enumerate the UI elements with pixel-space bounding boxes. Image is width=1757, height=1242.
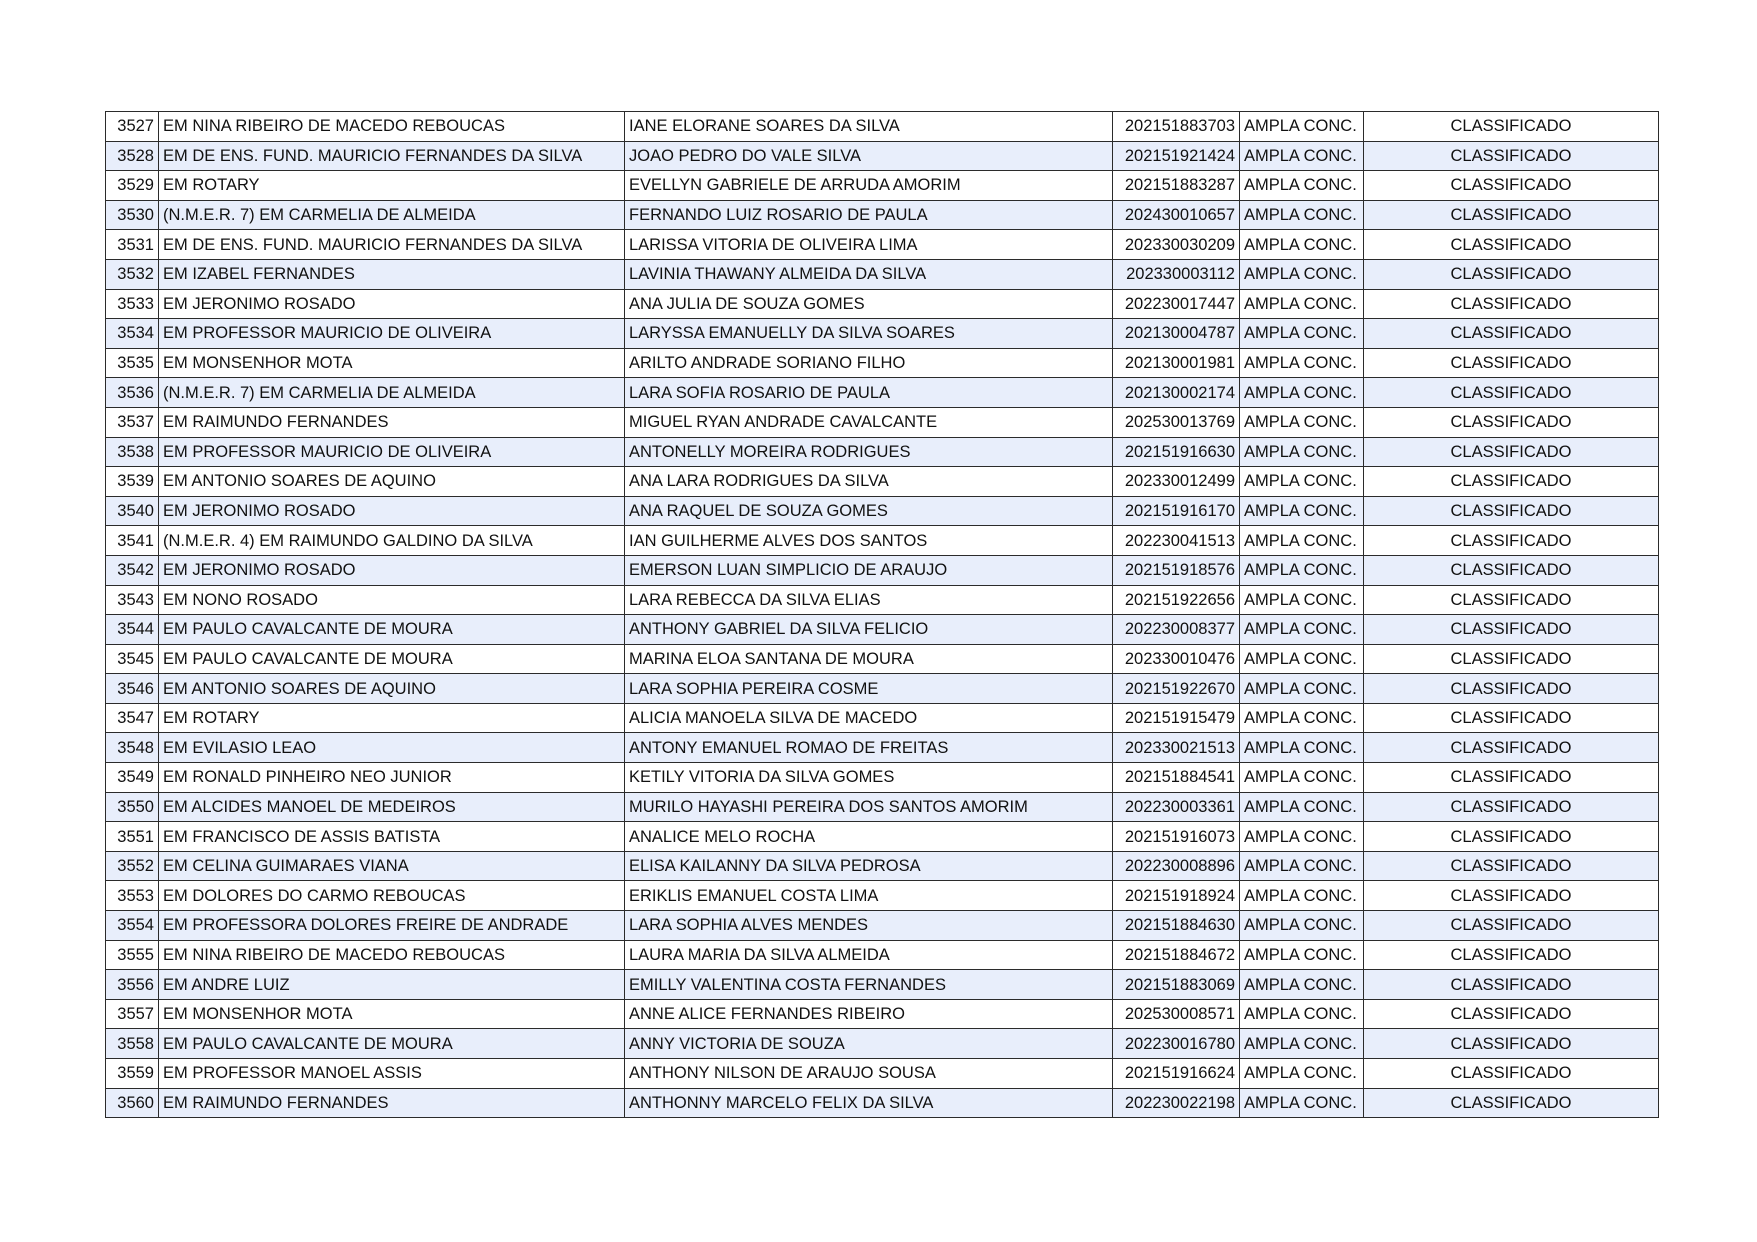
row-number-cell: 3537: [106, 407, 159, 437]
student-name-cell: LAURA MARIA DA SILVA ALMEIDA: [625, 940, 1113, 970]
row-number-cell: 3533: [106, 289, 159, 319]
table-row: [106, 851, 1659, 881]
row-number-cell: 3560: [106, 1088, 159, 1118]
row-number-cell: 3559: [106, 1059, 159, 1089]
registration-cell: 202230041513: [1113, 526, 1240, 556]
status-cell: CLASSIFICADO: [1364, 378, 1659, 408]
quota-cell: AMPLA CONC.: [1240, 467, 1364, 497]
school-cell: EM PROFESSOR MAURICIO DE OLIVEIRA: [159, 437, 625, 467]
registration-cell: 202151918924: [1113, 881, 1240, 911]
row-number-cell: 3528: [106, 141, 159, 171]
row-number-cell: 3536: [106, 378, 159, 408]
registration-cell: 202530013769: [1113, 407, 1240, 437]
school-cell: EM PAULO CAVALCANTE DE MOURA: [159, 615, 625, 645]
quota-cell: AMPLA CONC.: [1240, 1088, 1364, 1118]
registration-cell: 202130004787: [1113, 319, 1240, 349]
table-row: [106, 112, 1659, 142]
status-cell: CLASSIFICADO: [1364, 851, 1659, 881]
status-cell: CLASSIFICADO: [1364, 822, 1659, 852]
table-row: [106, 230, 1659, 260]
row-number-cell: 3547: [106, 703, 159, 733]
row-number-cell: 3532: [106, 259, 159, 289]
quota-cell: AMPLA CONC.: [1240, 496, 1364, 526]
registration-cell: 202430010657: [1113, 200, 1240, 230]
table-row: [106, 644, 1659, 674]
student-name-cell: EVELLYN GABRIELE DE ARRUDA AMORIM: [625, 171, 1113, 201]
quota-cell: AMPLA CONC.: [1240, 230, 1364, 260]
row-number-cell: 3540: [106, 496, 159, 526]
table-row: [106, 200, 1659, 230]
school-cell: EM ANTONIO SOARES DE AQUINO: [159, 467, 625, 497]
student-name-cell: FERNANDO LUIZ ROSARIO DE PAULA: [625, 200, 1113, 230]
registration-cell: 202151915479: [1113, 703, 1240, 733]
student-name-cell: ANTONY EMANUEL ROMAO DE FREITAS: [625, 733, 1113, 763]
school-cell: EM PAULO CAVALCANTE DE MOURA: [159, 644, 625, 674]
quota-cell: AMPLA CONC.: [1240, 437, 1364, 467]
table-row: [106, 822, 1659, 852]
student-name-cell: LARA SOPHIA PEREIRA COSME: [625, 674, 1113, 704]
table-row: [106, 911, 1659, 941]
student-name-cell: ANALICE MELO ROCHA: [625, 822, 1113, 852]
school-cell: EM MONSENHOR MOTA: [159, 999, 625, 1029]
status-cell: CLASSIFICADO: [1364, 259, 1659, 289]
status-cell: CLASSIFICADO: [1364, 1088, 1659, 1118]
school-cell: EM CELINA GUIMARAES VIANA: [159, 851, 625, 881]
student-name-cell: LARYSSA EMANUELLY DA SILVA SOARES: [625, 319, 1113, 349]
row-number-cell: 3542: [106, 555, 159, 585]
row-number-cell: 3556: [106, 970, 159, 1000]
row-number-cell: 3544: [106, 615, 159, 645]
quota-cell: AMPLA CONC.: [1240, 792, 1364, 822]
school-cell: EM ALCIDES MANOEL DE MEDEIROS: [159, 792, 625, 822]
table-row: [106, 141, 1659, 171]
school-cell: EM ANTONIO SOARES DE AQUINO: [159, 674, 625, 704]
school-cell: EM RONALD PINHEIRO NEO JUNIOR: [159, 763, 625, 793]
quota-cell: AMPLA CONC.: [1240, 674, 1364, 704]
table-row: [106, 940, 1659, 970]
quota-cell: AMPLA CONC.: [1240, 644, 1364, 674]
student-name-cell: MARINA ELOA SANTANA DE MOURA: [625, 644, 1113, 674]
student-name-cell: ANA RAQUEL DE SOUZA GOMES: [625, 496, 1113, 526]
student-name-cell: ANTONELLY MOREIRA RODRIGUES: [625, 437, 1113, 467]
quota-cell: AMPLA CONC.: [1240, 999, 1364, 1029]
quota-cell: AMPLA CONC.: [1240, 851, 1364, 881]
status-cell: CLASSIFICADO: [1364, 230, 1659, 260]
status-cell: CLASSIFICADO: [1364, 585, 1659, 615]
status-cell: CLASSIFICADO: [1364, 289, 1659, 319]
registration-cell: 202130002174: [1113, 378, 1240, 408]
row-number-cell: 3554: [106, 911, 159, 941]
student-name-cell: ANA LARA RODRIGUES DA SILVA: [625, 467, 1113, 497]
quota-cell: AMPLA CONC.: [1240, 555, 1364, 585]
row-number-cell: 3557: [106, 999, 159, 1029]
row-number-cell: 3541: [106, 526, 159, 556]
table-row: [106, 496, 1659, 526]
student-name-cell: IANE ELORANE SOARES DA SILVA: [625, 112, 1113, 142]
student-name-cell: LARA SOPHIA ALVES MENDES: [625, 911, 1113, 941]
table-row: [106, 555, 1659, 585]
student-name-cell: ANTHONY GABRIEL DA SILVA FELICIO: [625, 615, 1113, 645]
registration-cell: 202230003361: [1113, 792, 1240, 822]
table-row: [106, 674, 1659, 704]
row-number-cell: 3549: [106, 763, 159, 793]
row-number-cell: 3545: [106, 644, 159, 674]
status-cell: CLASSIFICADO: [1364, 763, 1659, 793]
quota-cell: AMPLA CONC.: [1240, 200, 1364, 230]
student-name-cell: LAVINIA THAWANY ALMEIDA DA SILVA: [625, 259, 1113, 289]
quota-cell: AMPLA CONC.: [1240, 289, 1364, 319]
school-cell: EM PROFESSOR MANOEL ASSIS: [159, 1059, 625, 1089]
school-cell: EM PAULO CAVALCANTE DE MOURA: [159, 1029, 625, 1059]
registration-cell: 202151916630: [1113, 437, 1240, 467]
quota-cell: AMPLA CONC.: [1240, 378, 1364, 408]
row-number-cell: 3551: [106, 822, 159, 852]
quota-cell: AMPLA CONC.: [1240, 1059, 1364, 1089]
table-row: [106, 171, 1659, 201]
school-cell: EM RAIMUNDO FERNANDES: [159, 1088, 625, 1118]
school-cell: EM EVILASIO LEAO: [159, 733, 625, 763]
registration-cell: 202230022198: [1113, 1088, 1240, 1118]
row-number-cell: 3546: [106, 674, 159, 704]
status-cell: CLASSIFICADO: [1364, 970, 1659, 1000]
status-cell: CLASSIFICADO: [1364, 703, 1659, 733]
table-row: [106, 407, 1659, 437]
registration-cell: 202230016780: [1113, 1029, 1240, 1059]
row-number-cell: 3535: [106, 348, 159, 378]
student-name-cell: LARA SOFIA ROSARIO DE PAULA: [625, 378, 1113, 408]
registration-cell: 202330010476: [1113, 644, 1240, 674]
quota-cell: AMPLA CONC.: [1240, 112, 1364, 142]
registration-cell: 202530008571: [1113, 999, 1240, 1029]
quota-cell: AMPLA CONC.: [1240, 733, 1364, 763]
classification-table: [105, 111, 1659, 1118]
status-cell: CLASSIFICADO: [1364, 112, 1659, 142]
quota-cell: AMPLA CONC.: [1240, 526, 1364, 556]
status-cell: CLASSIFICADO: [1364, 437, 1659, 467]
school-cell: EM DOLORES DO CARMO REBOUCAS: [159, 881, 625, 911]
school-cell: EM NINA RIBEIRO DE MACEDO REBOUCAS: [159, 940, 625, 970]
school-cell: EM JERONIMO ROSADO: [159, 496, 625, 526]
student-name-cell: ERIKLIS EMANUEL COSTA LIMA: [625, 881, 1113, 911]
school-cell: EM ROTARY: [159, 171, 625, 201]
status-cell: CLASSIFICADO: [1364, 319, 1659, 349]
status-cell: CLASSIFICADO: [1364, 999, 1659, 1029]
status-cell: CLASSIFICADO: [1364, 348, 1659, 378]
status-cell: CLASSIFICADO: [1364, 407, 1659, 437]
registration-cell: 202151916624: [1113, 1059, 1240, 1089]
registration-cell: 202151922656: [1113, 585, 1240, 615]
row-number-cell: 3538: [106, 437, 159, 467]
table-row: [106, 437, 1659, 467]
quota-cell: AMPLA CONC.: [1240, 348, 1364, 378]
row-number-cell: 3553: [106, 881, 159, 911]
registration-cell: 202151883287: [1113, 171, 1240, 201]
school-cell: EM ROTARY: [159, 703, 625, 733]
registration-cell: 202330021513: [1113, 733, 1240, 763]
school-cell: EM FRANCISCO DE ASSIS BATISTA: [159, 822, 625, 852]
quota-cell: AMPLA CONC.: [1240, 970, 1364, 1000]
table-row: [106, 1029, 1659, 1059]
table-row: [106, 763, 1659, 793]
quota-cell: AMPLA CONC.: [1240, 259, 1364, 289]
table-row: [106, 999, 1659, 1029]
registration-cell: 202151884672: [1113, 940, 1240, 970]
table-row: [106, 526, 1659, 556]
status-cell: CLASSIFICADO: [1364, 1059, 1659, 1089]
status-cell: CLASSIFICADO: [1364, 615, 1659, 645]
registration-cell: 202151883703: [1113, 112, 1240, 142]
quota-cell: AMPLA CONC.: [1240, 703, 1364, 733]
table-row: [106, 881, 1659, 911]
status-cell: CLASSIFICADO: [1364, 911, 1659, 941]
table-row: [106, 1088, 1659, 1118]
table-row: [106, 319, 1659, 349]
table-row: [106, 792, 1659, 822]
row-number-cell: 3543: [106, 585, 159, 615]
table-row: [106, 378, 1659, 408]
quota-cell: AMPLA CONC.: [1240, 822, 1364, 852]
table-row: [106, 615, 1659, 645]
student-name-cell: ARILTO ANDRADE SORIANO FILHO: [625, 348, 1113, 378]
registration-cell: 202151918576: [1113, 555, 1240, 585]
student-name-cell: ANTHONNY MARCELO FELIX DA SILVA: [625, 1088, 1113, 1118]
student-name-cell: IAN GUILHERME ALVES DOS SANTOS: [625, 526, 1113, 556]
table-row: [106, 585, 1659, 615]
table-row: [106, 259, 1659, 289]
registration-cell: 202151884630: [1113, 911, 1240, 941]
row-number-cell: 3527: [106, 112, 159, 142]
registration-cell: 202230008377: [1113, 615, 1240, 645]
status-cell: CLASSIFICADO: [1364, 644, 1659, 674]
school-cell: EM NINA RIBEIRO DE MACEDO REBOUCAS: [159, 112, 625, 142]
status-cell: CLASSIFICADO: [1364, 467, 1659, 497]
status-cell: CLASSIFICADO: [1364, 940, 1659, 970]
status-cell: CLASSIFICADO: [1364, 496, 1659, 526]
quota-cell: AMPLA CONC.: [1240, 407, 1364, 437]
registration-cell: 202151916170: [1113, 496, 1240, 526]
registration-cell: 202330012499: [1113, 467, 1240, 497]
school-cell: EM JERONIMO ROSADO: [159, 289, 625, 319]
quota-cell: AMPLA CONC.: [1240, 911, 1364, 941]
row-number-cell: 3529: [106, 171, 159, 201]
table-body: [106, 112, 1659, 1118]
quota-cell: AMPLA CONC.: [1240, 141, 1364, 171]
status-cell: CLASSIFICADO: [1364, 792, 1659, 822]
school-cell: (N.M.E.R. 4) EM RAIMUNDO GALDINO DA SILVA: [159, 526, 625, 556]
school-cell: EM RAIMUNDO FERNANDES: [159, 407, 625, 437]
school-cell: EM ANDRE LUIZ: [159, 970, 625, 1000]
registration-cell: 202151916073: [1113, 822, 1240, 852]
school-cell: (N.M.E.R. 7) EM CARMELIA DE ALMEIDA: [159, 200, 625, 230]
quota-cell: AMPLA CONC.: [1240, 940, 1364, 970]
row-number-cell: 3531: [106, 230, 159, 260]
table-row: [106, 703, 1659, 733]
table-row: [106, 970, 1659, 1000]
row-number-cell: 3552: [106, 851, 159, 881]
quota-cell: AMPLA CONC.: [1240, 585, 1364, 615]
quota-cell: AMPLA CONC.: [1240, 1029, 1364, 1059]
student-name-cell: ANA JULIA DE SOUZA GOMES: [625, 289, 1113, 319]
registration-cell: 202151883069: [1113, 970, 1240, 1000]
row-number-cell: 3550: [106, 792, 159, 822]
school-cell: EM DE ENS. FUND. MAURICIO FERNANDES DA SILVA: [159, 230, 625, 260]
registration-cell: 202151884541: [1113, 763, 1240, 793]
student-name-cell: MIGUEL RYAN ANDRADE CAVALCANTE: [625, 407, 1113, 437]
student-name-cell: LARISSA VITORIA DE OLIVEIRA LIMA: [625, 230, 1113, 260]
quota-cell: AMPLA CONC.: [1240, 319, 1364, 349]
school-cell: EM DE ENS. FUND. MAURICIO FERNANDES DA SILVA: [159, 141, 625, 171]
student-name-cell: ALICIA MANOELA SILVA DE MACEDO: [625, 703, 1113, 733]
status-cell: CLASSIFICADO: [1364, 674, 1659, 704]
school-cell: EM JERONIMO ROSADO: [159, 555, 625, 585]
student-name-cell: EMILLY VALENTINA COSTA FERNANDES: [625, 970, 1113, 1000]
table-row: [106, 1059, 1659, 1089]
quota-cell: AMPLA CONC.: [1240, 881, 1364, 911]
student-name-cell: ELISA KAILANNY DA SILVA PEDROSA: [625, 851, 1113, 881]
registration-cell: 202151922670: [1113, 674, 1240, 704]
student-name-cell: MURILO HAYASHI PEREIRA DOS SANTOS AMORIM: [625, 792, 1113, 822]
table-row: [106, 289, 1659, 319]
status-cell: CLASSIFICADO: [1364, 555, 1659, 585]
school-cell: EM PROFESSOR MAURICIO DE OLIVEIRA: [159, 319, 625, 349]
status-cell: CLASSIFICADO: [1364, 171, 1659, 201]
registration-cell: 202330003112: [1113, 259, 1240, 289]
registration-cell: 202330030209: [1113, 230, 1240, 260]
status-cell: CLASSIFICADO: [1364, 1029, 1659, 1059]
row-number-cell: 3539: [106, 467, 159, 497]
status-cell: CLASSIFICADO: [1364, 141, 1659, 171]
student-name-cell: ANNE ALICE FERNANDES RIBEIRO: [625, 999, 1113, 1029]
row-number-cell: 3530: [106, 200, 159, 230]
school-cell: EM MONSENHOR MOTA: [159, 348, 625, 378]
registration-cell: 202230008896: [1113, 851, 1240, 881]
student-name-cell: ANTHONY NILSON DE ARAUJO SOUSA: [625, 1059, 1113, 1089]
student-name-cell: EMERSON LUAN SIMPLICIO DE ARAUJO: [625, 555, 1113, 585]
school-cell: EM IZABEL FERNANDES: [159, 259, 625, 289]
row-number-cell: 3548: [106, 733, 159, 763]
status-cell: CLASSIFICADO: [1364, 881, 1659, 911]
quota-cell: AMPLA CONC.: [1240, 615, 1364, 645]
registration-cell: 202151921424: [1113, 141, 1240, 171]
student-name-cell: LARA REBECCA DA SILVA ELIAS: [625, 585, 1113, 615]
registration-cell: 202130001981: [1113, 348, 1240, 378]
quota-cell: AMPLA CONC.: [1240, 763, 1364, 793]
student-name-cell: JOAO PEDRO DO VALE SILVA: [625, 141, 1113, 171]
student-name-cell: ANNY VICTORIA DE SOUZA: [625, 1029, 1113, 1059]
school-cell: EM PROFESSORA DOLORES FREIRE DE ANDRADE: [159, 911, 625, 941]
table-row: [106, 467, 1659, 497]
status-cell: CLASSIFICADO: [1364, 733, 1659, 763]
row-number-cell: 3555: [106, 940, 159, 970]
school-cell: (N.M.E.R. 7) EM CARMELIA DE ALMEIDA: [159, 378, 625, 408]
quota-cell: AMPLA CONC.: [1240, 171, 1364, 201]
table-row: [106, 348, 1659, 378]
school-cell: EM NONO ROSADO: [159, 585, 625, 615]
student-name-cell: KETILY VITORIA DA SILVA GOMES: [625, 763, 1113, 793]
status-cell: CLASSIFICADO: [1364, 200, 1659, 230]
status-cell: CLASSIFICADO: [1364, 526, 1659, 556]
table-row: [106, 733, 1659, 763]
registration-cell: 202230017447: [1113, 289, 1240, 319]
row-number-cell: 3558: [106, 1029, 159, 1059]
row-number-cell: 3534: [106, 319, 159, 349]
